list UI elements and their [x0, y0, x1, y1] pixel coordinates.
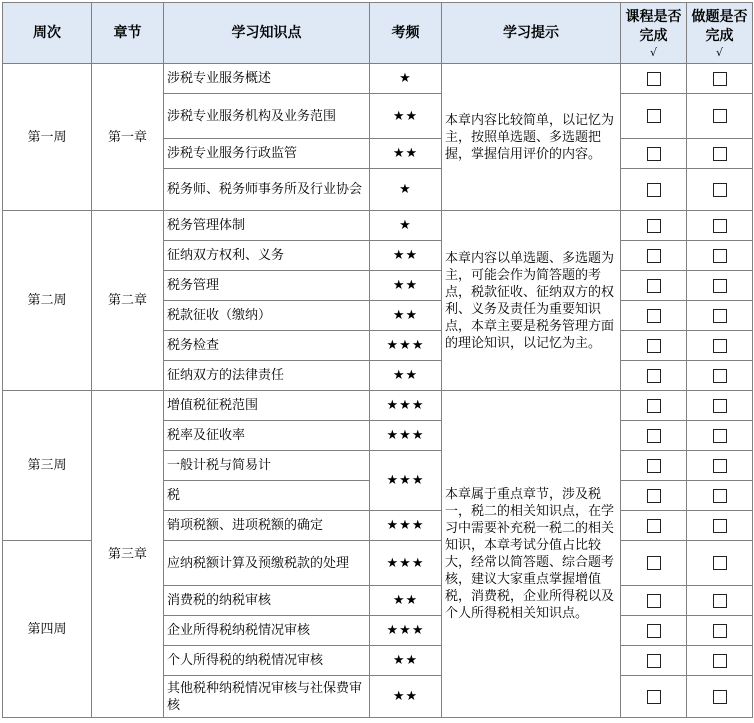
topic-cell: 征纳双方的法律责任	[164, 361, 370, 391]
exercise-done-checkbox[interactable]	[713, 249, 727, 263]
exercise-done-cell	[687, 646, 753, 676]
header-exercise-done-label: 做题是否完成	[691, 9, 748, 44]
frequency-stars: ★★	[370, 241, 442, 271]
header-row	[3, 3, 753, 64]
check-mark-icon: √	[649, 46, 657, 59]
course-done-cell	[621, 271, 687, 301]
check-mark-icon: √	[715, 46, 723, 59]
course-done-checkbox[interactable]	[647, 183, 661, 197]
header-chapter: 章节	[92, 3, 164, 64]
course-done-checkbox[interactable]	[647, 309, 661, 323]
course-done-checkbox[interactable]	[647, 219, 661, 233]
exercise-done-checkbox[interactable]	[713, 624, 727, 638]
topic-cell: 其他税种纳税情况审核与社保费审核	[164, 676, 370, 718]
course-done-cell	[621, 541, 687, 586]
exercise-done-cell	[687, 361, 753, 391]
course-done-checkbox[interactable]	[647, 429, 661, 443]
frequency-stars: ★	[370, 64, 442, 94]
chapter-cell: 第一章	[92, 64, 164, 211]
topic-cell: 销项税额、进项税额的确定	[164, 511, 370, 541]
course-done-checkbox[interactable]	[647, 459, 661, 473]
topic-cell: 税务检查	[164, 331, 370, 361]
course-done-cell	[621, 139, 687, 169]
topic-cell: 消费税的纳税审核	[164, 586, 370, 616]
topic-cell: 税务师、税务师事务所及行业协会	[164, 169, 370, 211]
exercise-done-checkbox[interactable]	[713, 489, 727, 503]
exercise-done-checkbox[interactable]	[713, 369, 727, 383]
exercise-done-checkbox[interactable]	[713, 309, 727, 323]
topic-cell: 涉税专业服务行政监管	[164, 139, 370, 169]
exercise-done-cell	[687, 271, 753, 301]
exercise-done-checkbox[interactable]	[713, 594, 727, 608]
exercise-done-cell	[687, 511, 753, 541]
topic-cell: 涉税专业服务概述	[164, 64, 370, 94]
course-done-cell	[621, 301, 687, 331]
week-cell: 第一周	[3, 64, 92, 211]
exercise-done-checkbox[interactable]	[713, 72, 727, 86]
frequency-stars: ★	[370, 169, 442, 211]
week-cell: 第四周	[3, 541, 92, 718]
exercise-done-cell	[687, 301, 753, 331]
frequency-stars: ★★	[370, 139, 442, 169]
course-done-checkbox[interactable]	[647, 594, 661, 608]
course-done-cell	[621, 211, 687, 241]
topic-cell: 个人所得税的纳税情况审核	[164, 646, 370, 676]
exercise-done-checkbox[interactable]	[713, 519, 727, 533]
exercise-done-checkbox[interactable]	[713, 690, 727, 704]
exercise-done-checkbox[interactable]	[713, 147, 727, 161]
course-done-cell	[621, 676, 687, 718]
exercise-done-checkbox[interactable]	[713, 654, 727, 668]
course-done-cell	[621, 64, 687, 94]
header-topic: 学习知识点	[164, 3, 370, 64]
exercise-done-cell	[687, 541, 753, 586]
course-done-checkbox[interactable]	[647, 399, 661, 413]
topic-cell: 税务管理	[164, 271, 370, 301]
frequency-stars: ★★★	[370, 331, 442, 361]
header-exercise-done	[687, 3, 753, 64]
topic-cell: 一般计税与简易计	[164, 451, 370, 481]
exercise-done-cell	[687, 64, 753, 94]
study-tip: 本章内容比较简单，以记忆为主，按照单选题、多选题把握，掌握信用评价的内容。	[442, 64, 621, 211]
header-week: 周次	[3, 3, 92, 64]
study-tip: 本章属于重点章节，涉及税一，税二的相关知识点，在学习中需要补充税一税二的相关知识，本章考试分值占比较大，经常以简答题、综合题考核，建议大家重点掌握增值税，消费税，企业所得税以及个人所得税相关知识点。	[442, 391, 621, 718]
exercise-done-cell	[687, 391, 753, 421]
frequency-stars: ★★★	[370, 421, 442, 451]
table-row	[3, 391, 753, 421]
exercise-done-cell	[687, 586, 753, 616]
exercise-done-cell	[687, 481, 753, 511]
course-done-checkbox[interactable]	[647, 519, 661, 533]
topic-cell: 应纳税额计算及预缴税款的处理	[164, 541, 370, 586]
course-done-cell	[621, 481, 687, 511]
frequency-stars: ★★	[370, 646, 442, 676]
frequency-stars: ★★	[370, 586, 442, 616]
frequency-stars: ★★	[370, 301, 442, 331]
chapter-cell: 第二章	[92, 211, 164, 391]
topic-cell: 税款征收（缴纳）	[164, 301, 370, 331]
exercise-done-checkbox[interactable]	[713, 399, 727, 413]
frequency-stars: ★	[370, 211, 442, 241]
exercise-done-checkbox[interactable]	[713, 339, 727, 353]
course-done-cell	[621, 391, 687, 421]
frequency-stars: ★★	[370, 94, 442, 139]
study-tip: 本章内容以单选题、多选题为主，可能会作为简答题的考点，税款征收、征纳双方的权利、义务及责任为重要知识点，本章主要是税务管理方面的理论知识，以记忆为主。	[442, 211, 621, 391]
course-done-checkbox[interactable]	[647, 624, 661, 638]
frequency-stars: ★★	[370, 676, 442, 718]
exercise-done-cell	[687, 616, 753, 646]
course-done-checkbox[interactable]	[647, 72, 661, 86]
course-done-cell	[621, 361, 687, 391]
topic-cell: 涉税专业服务机构及业务范围	[164, 94, 370, 139]
chapter-cell: 第三章	[92, 391, 164, 718]
header-course-done-label: 课程是否完成	[625, 9, 682, 44]
header-frequency: 考频	[370, 3, 442, 64]
frequency-stars: ★★★	[370, 616, 442, 646]
course-done-cell	[621, 586, 687, 616]
exercise-done-cell	[687, 421, 753, 451]
topic-cell: 税务管理体制	[164, 211, 370, 241]
frequency-stars: ★★★	[370, 511, 442, 541]
course-done-cell	[621, 646, 687, 676]
course-done-cell	[621, 241, 687, 271]
exercise-done-cell	[687, 676, 753, 718]
course-done-checkbox[interactable]	[647, 556, 661, 570]
study-plan-table	[2, 2, 753, 718]
frequency-stars: ★★★	[370, 451, 442, 511]
course-done-checkbox[interactable]	[647, 249, 661, 263]
topic-cell: 税率及征收率	[164, 421, 370, 451]
course-done-checkbox[interactable]	[647, 109, 661, 123]
course-done-cell	[621, 331, 687, 361]
week-cell: 第三周	[3, 391, 92, 541]
header-tips: 学习提示	[442, 3, 621, 64]
course-done-checkbox[interactable]	[647, 147, 661, 161]
exercise-done-cell	[687, 211, 753, 241]
course-done-checkbox[interactable]	[647, 654, 661, 668]
course-done-cell	[621, 94, 687, 139]
topic-cell: 税	[164, 481, 370, 511]
exercise-done-checkbox[interactable]	[713, 183, 727, 197]
course-done-checkbox[interactable]	[647, 369, 661, 383]
frequency-stars: ★★	[370, 271, 442, 301]
exercise-done-cell	[687, 241, 753, 271]
course-done-checkbox[interactable]	[647, 690, 661, 704]
topic-cell: 企业所得税纳税情况审核	[164, 616, 370, 646]
course-done-cell	[621, 451, 687, 481]
course-done-checkbox[interactable]	[647, 489, 661, 503]
course-done-cell	[621, 511, 687, 541]
topic-cell: 征纳双方权利、义务	[164, 241, 370, 271]
course-done-checkbox[interactable]	[647, 279, 661, 293]
exercise-done-checkbox[interactable]	[713, 459, 727, 473]
exercise-done-checkbox[interactable]	[713, 219, 727, 233]
frequency-stars: ★★	[370, 361, 442, 391]
exercise-done-checkbox[interactable]	[713, 109, 727, 123]
exercise-done-checkbox[interactable]	[713, 279, 727, 293]
table-row	[3, 211, 753, 241]
week-cell: 第二周	[3, 211, 92, 391]
frequency-stars: ★★★	[370, 541, 442, 586]
table-row	[3, 64, 753, 94]
exercise-done-cell	[687, 169, 753, 211]
course-done-cell	[621, 616, 687, 646]
course-done-cell	[621, 421, 687, 451]
exercise-done-cell	[687, 331, 753, 361]
exercise-done-cell	[687, 139, 753, 169]
exercise-done-checkbox[interactable]	[713, 556, 727, 570]
exercise-done-checkbox[interactable]	[713, 429, 727, 443]
exercise-done-cell	[687, 451, 753, 481]
header-course-done	[621, 3, 687, 64]
course-done-checkbox[interactable]	[647, 339, 661, 353]
topic-cell: 增值税征税范围	[164, 391, 370, 421]
course-done-cell	[621, 169, 687, 211]
exercise-done-cell	[687, 94, 753, 139]
frequency-stars: ★★★	[370, 391, 442, 421]
